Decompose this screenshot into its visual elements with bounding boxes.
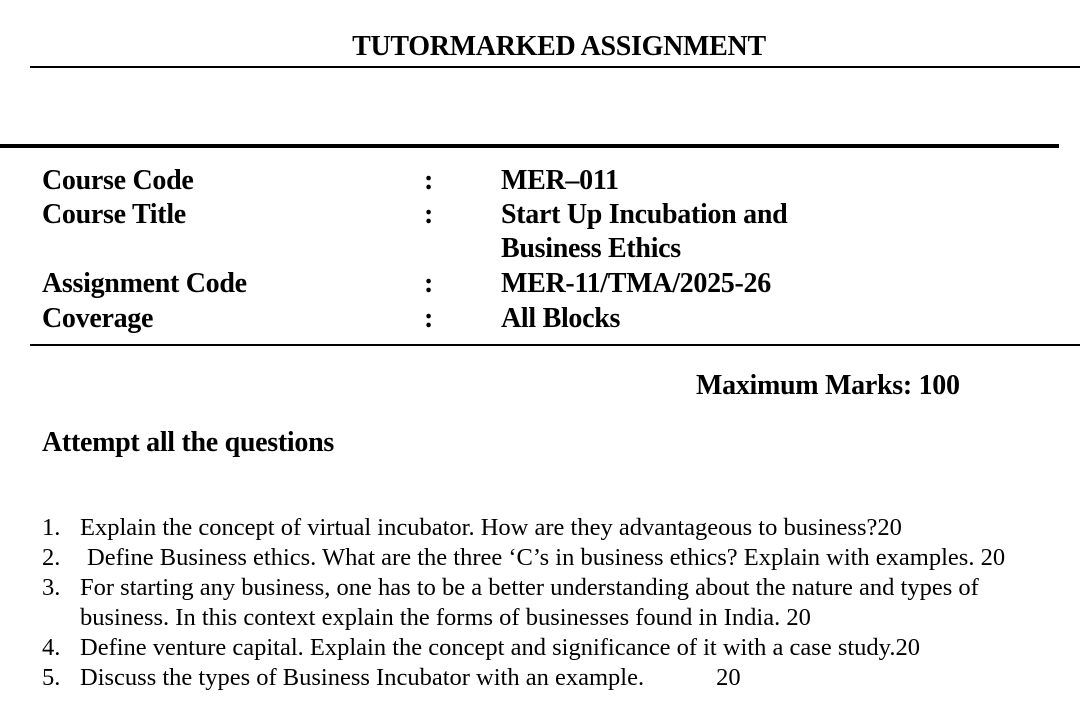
info-row-assignment-code [0,268,1080,302]
course-title-colon: : [424,199,434,230]
section-divider-thick [0,144,1059,148]
info-row-coverage [0,303,1080,337]
assignment-code-value: MER-11/TMA/2025-26 [501,268,771,299]
course-title-value-line1: Start Up Incubation and [501,199,788,230]
question-number: 5. [42,664,61,691]
question-number: 1. [42,514,61,541]
question-item [0,513,1080,543]
title-underline-rule [30,66,1080,68]
question-text [80,663,1080,693]
question-item [0,543,1080,573]
info-bottom-rule [30,344,1080,346]
question-number: 3. [42,574,61,601]
coverage-value: All Blocks [501,303,621,334]
assignment-code-label: Assignment Code [42,268,247,299]
question-text: Define Business ethics. What are the three ‘C’s in business ethics? Explain with examples. 20 [87,544,1006,571]
question-text-line1: For starting any business, one has to be a better understanding about the nature and types of [80,574,979,601]
course-title-label: Course Title [42,199,186,230]
question-item [0,633,1080,663]
question-marks: 20 [716,664,741,691]
question-text: Define venture capital. Explain the concept and significance of it with a case study.20 [80,634,920,661]
question-item [0,663,1080,693]
course-code-value: MER–011 [501,165,619,196]
instruction-heading: Attempt all the questions [42,427,334,458]
info-row-course-title-continued [0,233,1080,267]
document-title: TUTORMARKED ASSIGNMENT [352,31,766,62]
question-text: Explain the concept of virtual incubator. How are they advantageous to business?20 [80,514,902,541]
course-code-label: Course Code [42,165,194,196]
question-item [0,573,1080,633]
question-list [0,513,1080,693]
question-text-line2: business. In this context explain the forms of businesses found in India. 20 [80,604,811,631]
coverage-label: Coverage [42,303,154,334]
assignment-code-colon: : [424,268,434,299]
info-row-course-title [0,199,1080,233]
course-code-colon: : [424,165,434,196]
question-number: 2. [42,544,61,571]
question-number: 4. [42,634,61,661]
course-title-value-line2: Business Ethics [501,233,681,264]
maximum-marks: Maximum Marks: 100 [696,370,960,401]
info-row-course-code [0,165,1080,199]
question-text-body: Discuss the types of Business Incubator with an example. [80,664,645,691]
coverage-colon: : [424,303,434,334]
